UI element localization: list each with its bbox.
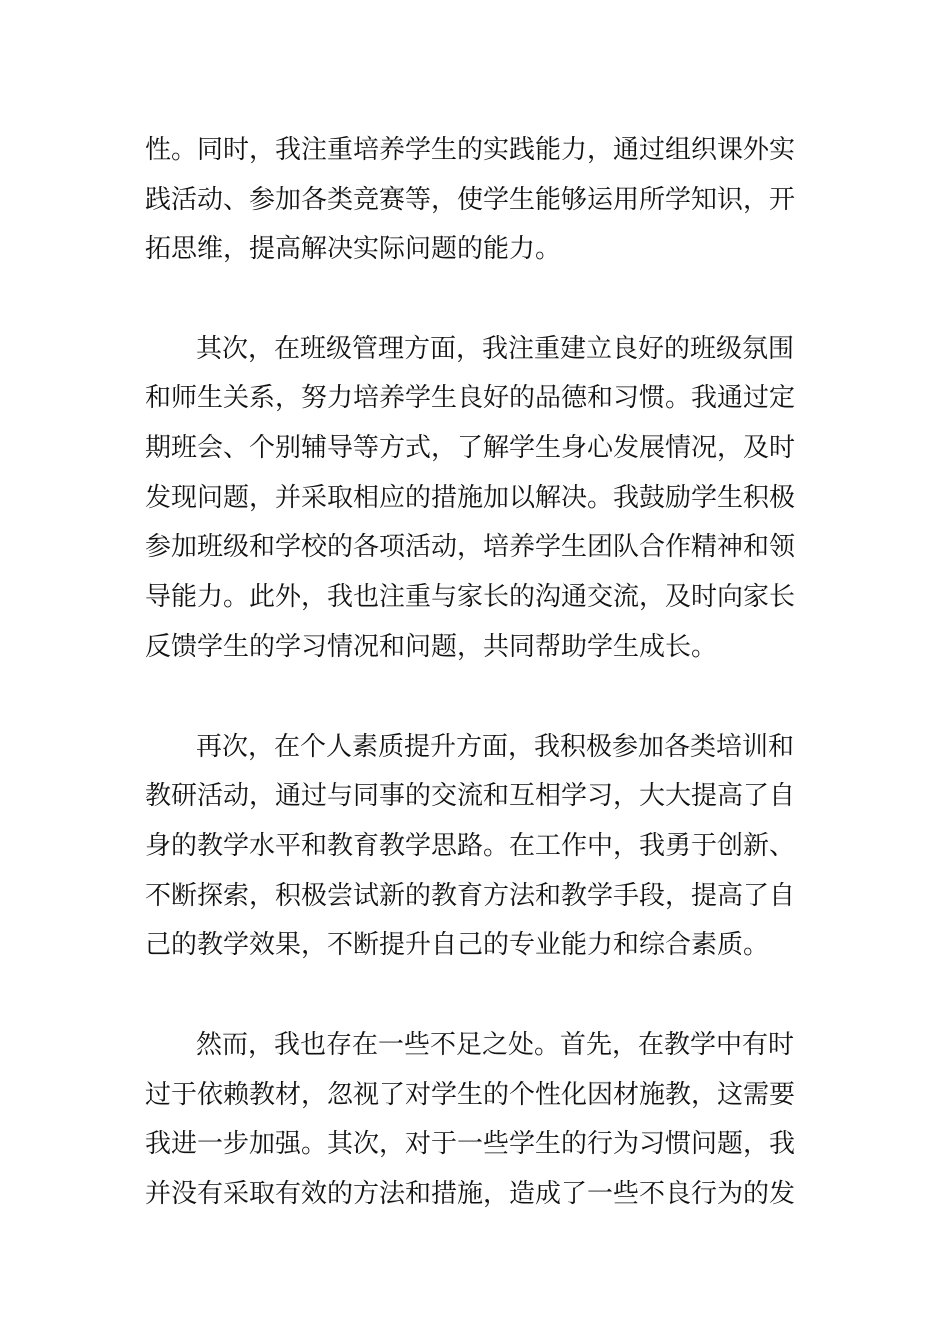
text-line: 参加班级和学校的各项活动，培养学生团队合作精神和领	[145, 532, 796, 562]
text-line: 身的教学水平和教育教学思路。在工作中，我勇于创新、	[145, 831, 796, 861]
text-line: 发现问题，并采取相应的措施加以解决。我鼓励学生积极	[145, 483, 796, 513]
text-line: 过于依赖教材，忽视了对学生的个性化因材施教，这需要	[145, 1080, 796, 1110]
text-line: 并没有采取有效的方法和措施，造成了一些不良行为的发	[145, 1179, 796, 1209]
text-line: 践活动、参加各类竞赛等，使学生能够运用所学知识，开	[145, 185, 796, 215]
text-line: 拓思维，提高解决实际问题的能力。	[145, 234, 562, 264]
text-line: 和师生关系，努力培养学生良好的品德和习惯。我通过定	[145, 383, 796, 413]
text-line: 性。同时，我注重培养学生的实践能力，通过组织课外实	[145, 135, 796, 165]
text-line: 然而，我也存在一些不足之处。首先，在教学中有时	[196, 1030, 795, 1060]
text-line: 教研活动，通过与同事的交流和互相学习，大大提高了自	[145, 781, 796, 811]
text-line: 导能力。此外，我也注重与家长的沟通交流，及时向家长	[145, 582, 796, 612]
text-line: 期班会、个别辅导等方式，了解学生身心发展情况，及时	[145, 433, 796, 463]
text-line: 其次，在班级管理方面，我注重建立良好的班级氛围	[196, 334, 795, 364]
text-line: 我进一步加强。其次，对于一些学生的行为习惯问题，我	[145, 1129, 796, 1159]
text-line: 反馈学生的学习情况和问题，共同帮助学生成长。	[145, 632, 718, 662]
text-line: 不断探索，积极尝试新的教育方法和教学手段，提高了自	[145, 881, 796, 911]
text-line: 再次，在个人素质提升方面，我积极参加各类培训和	[196, 732, 795, 762]
text-line: 己的教学效果，不断提升自己的专业能力和综合素质。	[145, 930, 770, 960]
